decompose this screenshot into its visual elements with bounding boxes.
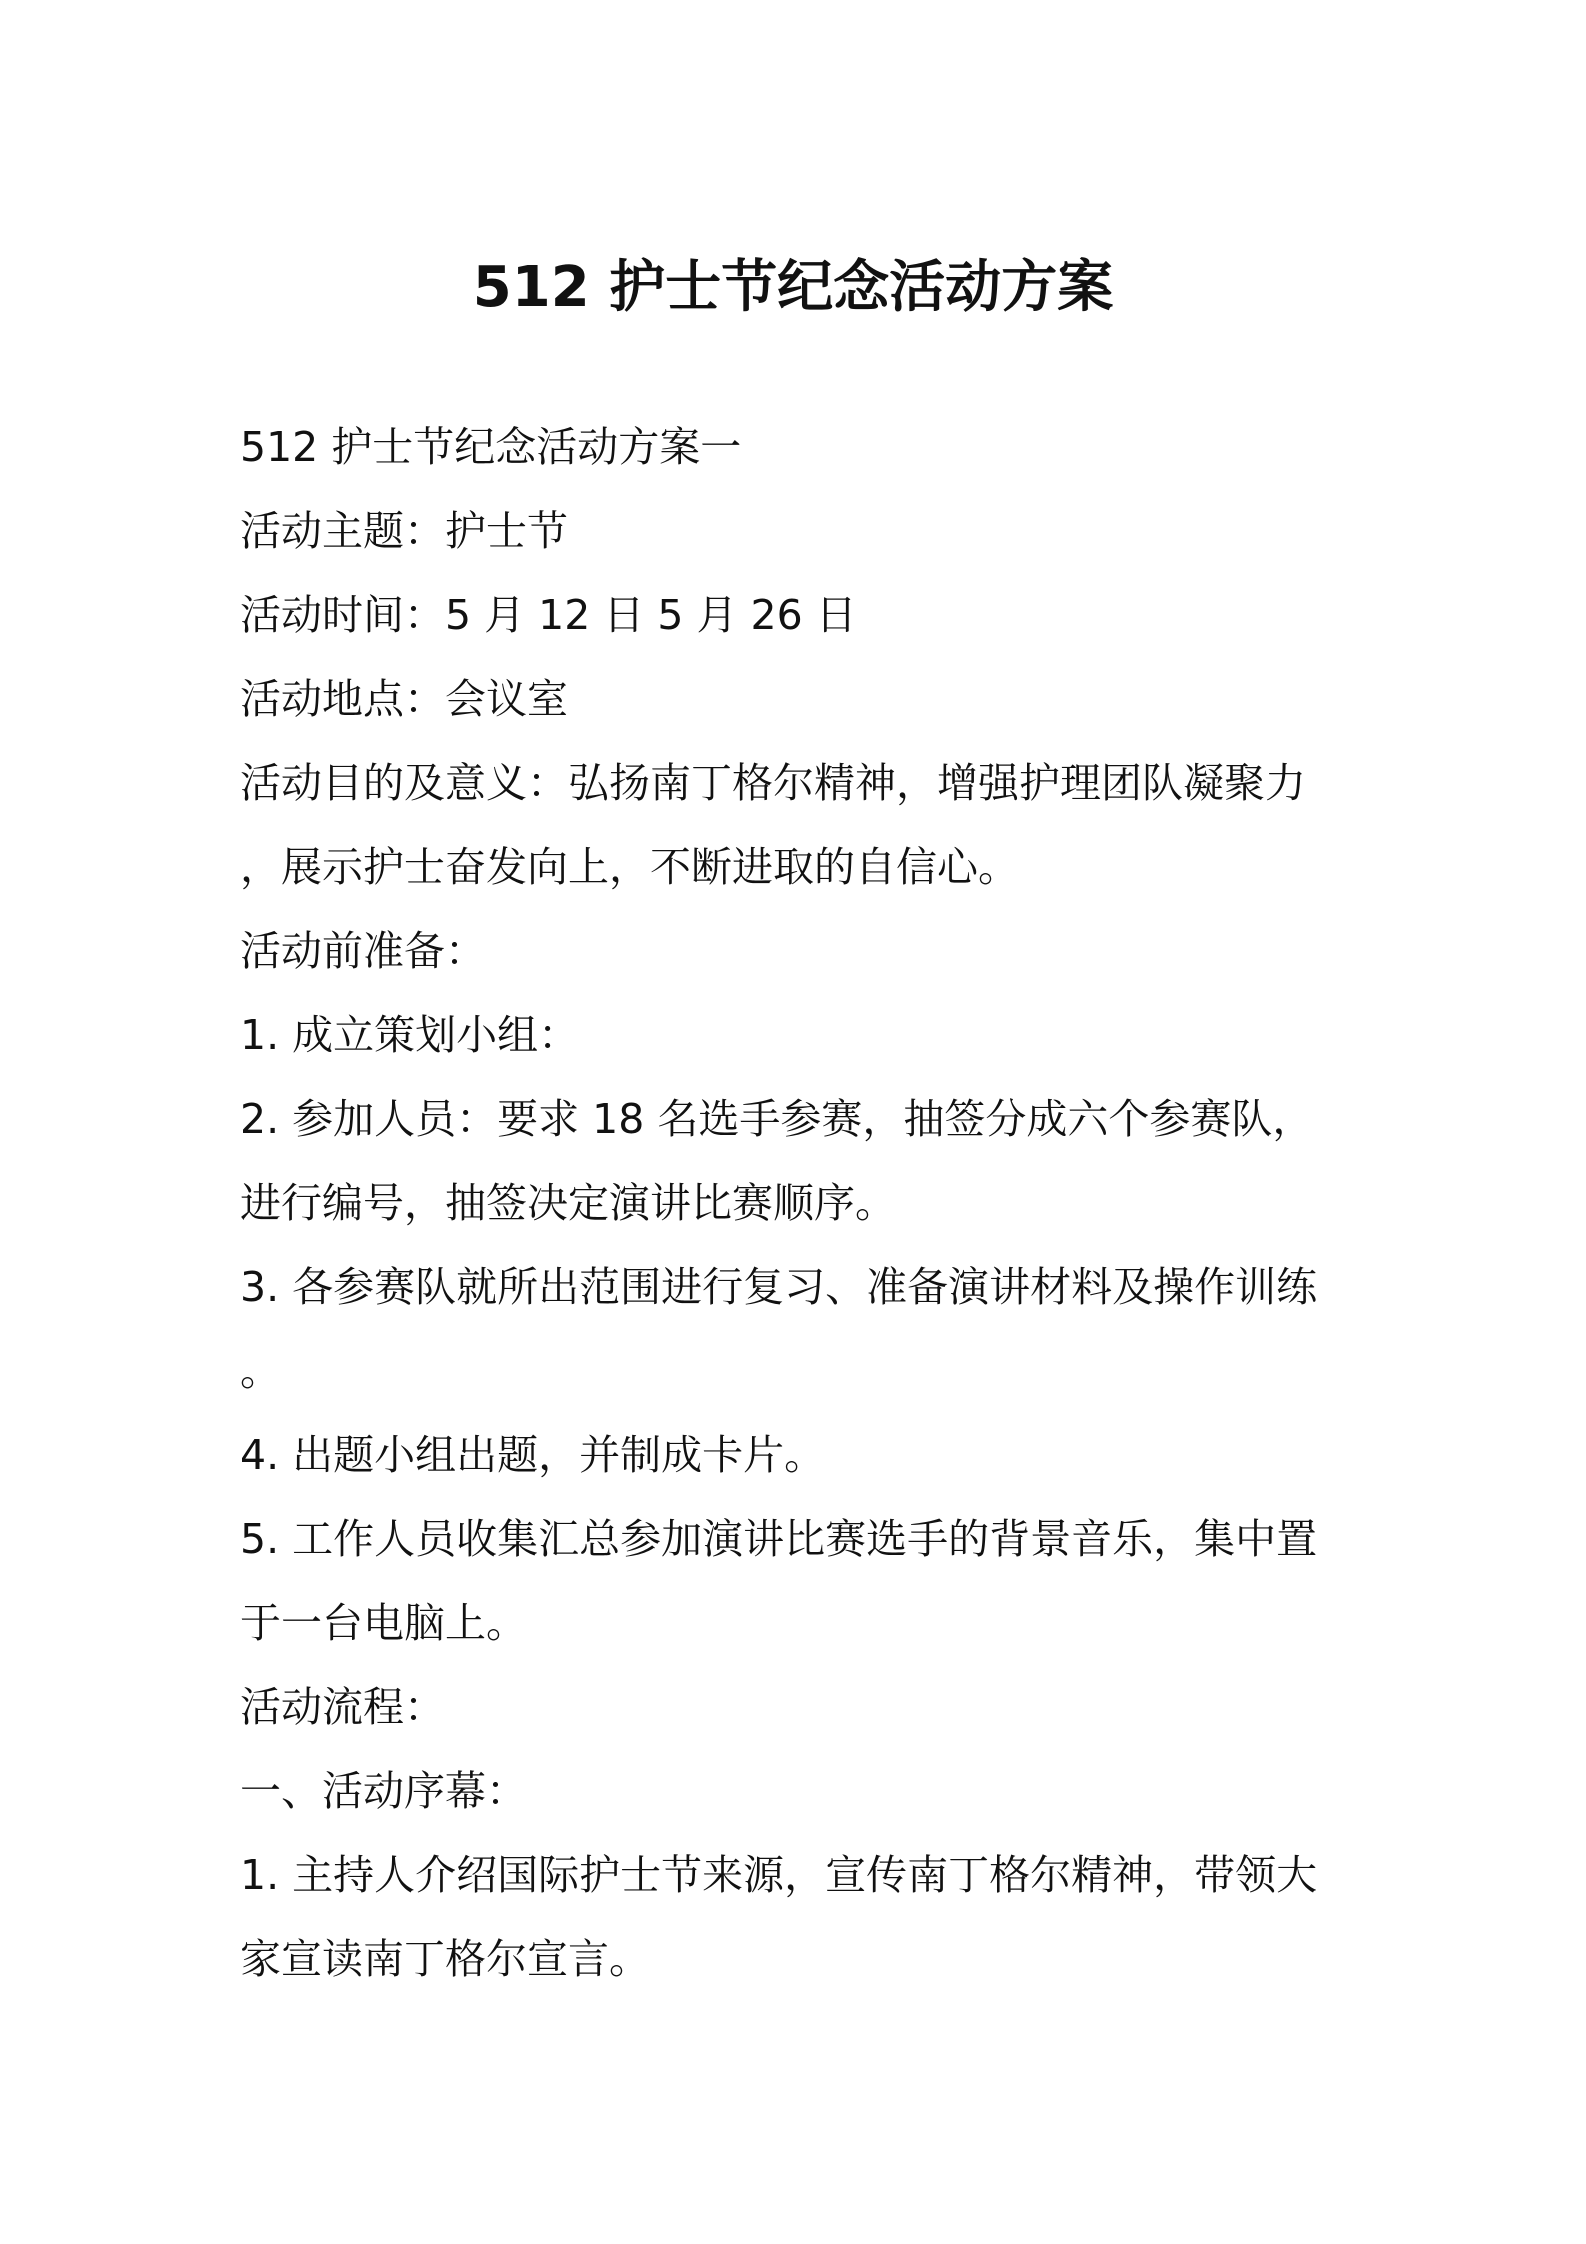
preparation-item-2-continued: 进行编号，抽签决定演讲比赛顺序。: [240, 1179, 896, 1227]
process-heading: 活动流程：: [240, 1683, 445, 1731]
activity-purpose-line: 活动目的及意义：弘扬南丁格尔精神，增强护理团队凝聚力: [240, 759, 1306, 807]
preparation-item-5: 5. 工作人员收集汇总参加演讲比赛选手的背景音乐，集中置: [240, 1515, 1318, 1563]
preparation-item-5-continued: 于一台电脑上。: [240, 1599, 527, 1647]
preparation-item-2: 2. 参加人员：要求 18 名选手参赛，抽签分成六个参赛队，: [240, 1095, 1314, 1143]
process-item-1-continued: 家宣读南丁格尔宣言。: [240, 1935, 650, 1983]
process-section-1-heading: 一、活动序幕：: [240, 1767, 527, 1815]
document-body: [240, 405, 1360, 2001]
activity-theme-line: 活动主题：护士节: [240, 507, 568, 555]
document-title: 512 护士节纪念活动方案: [472, 255, 1114, 320]
process-item-1: 1. 主持人介绍国际护士节来源，宣传南丁格尔精神，带领大: [240, 1851, 1318, 1899]
preparation-item-1: 1. 成立策划小组：: [240, 1011, 580, 1059]
activity-location-line: 活动地点：会议室: [240, 675, 568, 723]
subtitle-line: 512 护士节纪念活动方案一: [240, 423, 742, 471]
activity-purpose-continued-line: ，展示护士奋发向上，不断进取的自信心。: [240, 843, 1019, 891]
preparation-item-3-continued: 。: [240, 1347, 281, 1395]
preparation-heading: 活动前准备：: [240, 927, 486, 975]
activity-time-line: 活动时间：5 月 12 日 5 月 26 日: [240, 591, 857, 639]
preparation-item-4: 4. 出题小组出题，并制成卡片。: [240, 1431, 826, 1479]
preparation-item-3: 3. 各参赛队就所出范围进行复习、准备演讲材料及操作训练: [240, 1263, 1318, 1311]
